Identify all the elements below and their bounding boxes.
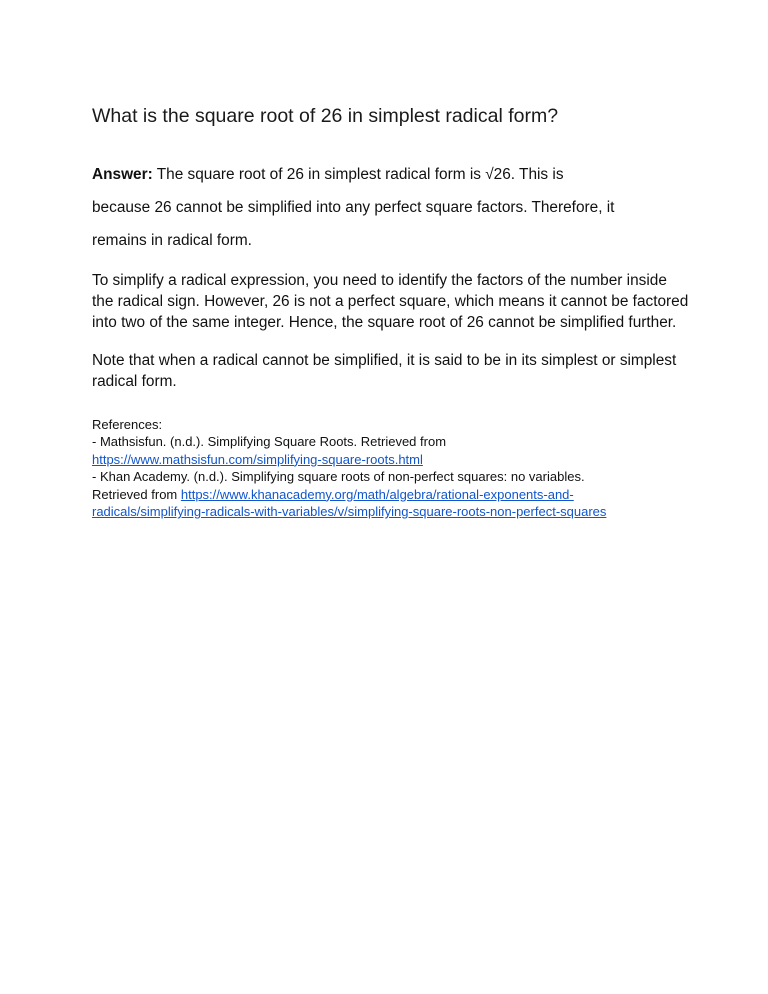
reference-2-link-part1[interactable]: https://www.khanacademy.org/math/algebra/rational-exponents-and- <box>180 486 574 502</box>
answer-text-line2: because 26 cannot be simplified into any perfect square factors. Therefore, it <box>92 199 615 216</box>
answer-label: Answer: <box>92 166 153 183</box>
reference-1-text: - Mathsisfun. (n.d.). Simplifying Square Roots. Retrieved from <box>92 434 447 450</box>
explanation-paragraph: To simplify a radical expression, you need to identify the factors of the number inside the radical sign. However, 26 is not a perfect square, which means it cannot be factored into two of the same integer. Hence, the square root of 26 cannot be simplified further. <box>92 272 689 331</box>
document-content <box>92 102 692 520</box>
page-title: What is the square root of 26 in simplest radical form? <box>92 105 559 127</box>
reference-1-link[interactable]: https://www.mathsisfun.com/simplifying-square-roots.html <box>92 451 423 467</box>
reference-2-text: - Khan Academy. (n.d.). Simplifying square roots of non-perfect squares: no variables. <box>92 469 585 485</box>
reference-2-retrieved-label: Retrieved from <box>92 486 181 502</box>
references-section <box>92 416 692 520</box>
reference-2-link-part2[interactable]: radicals/simplifying-radicals-with-variables/v/simplifying-square-roots-non-perfect-squares <box>92 504 607 520</box>
answer-paragraph <box>92 158 692 257</box>
answer-text-line1: The square root of 26 in simplest radical form is √26. This is <box>152 166 564 183</box>
answer-text-line3: remains in radical form. <box>92 232 252 249</box>
note-paragraph: Note that when a radical cannot be simplified, it is said to be in its simplest or simplest radical form. <box>92 352 677 390</box>
references-heading: References: <box>92 417 163 432</box>
